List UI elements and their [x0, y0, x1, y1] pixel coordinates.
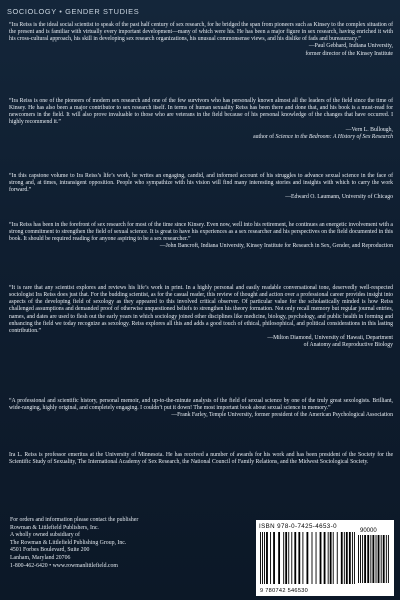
- barcode-bar: [302, 532, 303, 584]
- blurb-quote: “Ira Reiss has been in the forefront of sex research for most of the time since Kinsey. Even now, well into his retirement, he continues an energetic involvement with a strong commitment to strengthen the field of sexual science. It is great to have his experiences as a sex researcher and his perspectives on the field documented in this book. It should be required reading for anyone aspiring to be a sex researcher.”: [9, 222, 393, 243]
- barcode-bar: [285, 532, 287, 584]
- barcode-bar: [383, 535, 385, 583]
- price-addon-number: 90000: [360, 528, 377, 534]
- barcode-bar: [283, 532, 284, 584]
- order-line: For orders and information please contact the publisher: [10, 517, 139, 523]
- blurb-quote: “In this capstone volume to Ira Reiss’s life’s work, he writes an engaging, candid, and informed account of his struggles to advance sexual science in the face of strong and, at times, intransigent opposition. People who sympathize with his vision will find many interesting stories and insights with which to carry the work forward.”: [9, 173, 393, 194]
- blurb-quote: “A professional and scientific history, personal memoir, and up-to-the-minute analysis of the field of sexual science by one of the truly great sexologists. Brilliant, wide-ranging, highly original, and completely engaging. I couldn’t put it down! The most important book about sexual science in memory.”: [9, 398, 393, 412]
- publisher-phone-web: 1-800-462-6420 • www.rowmanlittlefield.com: [10, 562, 118, 569]
- barcode-bar: [358, 535, 359, 583]
- blurb-gebhard: [9, 22, 393, 58]
- barcode-bar: [378, 535, 380, 583]
- barcode-bar: [386, 535, 387, 583]
- barcode-number: 9 780742 546530: [260, 588, 309, 594]
- isbn-barcode: [260, 532, 356, 584]
- barcode-bar: [372, 535, 374, 583]
- blurb-attribution-affiliation: former director of the Kinsey Institute: [305, 50, 393, 57]
- barcode-bar: [294, 532, 296, 584]
- blurb-farley: [9, 398, 393, 419]
- publisher-name: Rowman & Littlefield Publishers, Inc.: [10, 524, 99, 531]
- barcode-bar: [328, 532, 329, 584]
- blurb-attribution-affiliation: of Anatomy and Reproductive Biology: [303, 342, 393, 349]
- category-label: SOCIOLOGY • GENDER STUDIES: [7, 7, 140, 16]
- barcode-bar: [266, 532, 268, 584]
- barcode-bar: [376, 535, 377, 583]
- blurb-bancroft: [9, 222, 393, 251]
- barcode-bar: [367, 535, 369, 583]
- barcode-bar: [306, 532, 308, 584]
- barcode-bar: [362, 535, 363, 583]
- attribution-prefix: author of: [253, 133, 276, 140]
- barcode-bar: [264, 532, 265, 584]
- barcode-bar: [354, 532, 355, 584]
- barcode-bar: [291, 532, 292, 584]
- blurb-attribution: —Milton Diamond, University of Hawaii, Department: [267, 335, 393, 342]
- blurb-bullough: [9, 98, 393, 141]
- barcode-bar: [360, 535, 361, 583]
- barcode-bar: [381, 535, 382, 583]
- blurb-attribution: —Vern L. Bullough,: [345, 126, 393, 133]
- addon-barcode: [358, 535, 390, 583]
- book-title: Science in the Bedroom: A History of Sex Research: [275, 133, 393, 140]
- author-bio: [9, 452, 393, 466]
- blurb-diamond: [9, 285, 393, 349]
- barcode-bar: [273, 532, 275, 584]
- publisher-group: The Rowman & Littlefield Publishing Group, Inc.: [10, 539, 127, 546]
- barcode-bar: [288, 532, 289, 584]
- blurb-attribution-affiliation: [9, 134, 393, 141]
- barcode-bar: [370, 535, 371, 583]
- barcode-bar: [316, 532, 317, 584]
- barcode-bar: [324, 532, 326, 584]
- barcode-bar: [388, 535, 389, 583]
- order-line: A wholly owned subsidiary of: [10, 532, 80, 539]
- barcode-bar: [278, 532, 280, 584]
- barcode-bar: [341, 532, 343, 584]
- blurb-attribution: —Paul Gebhard, Indiana University,: [308, 43, 393, 50]
- blurb-quote: “Ira Reiss is the ideal social scientist to speak of the past half century of sex research, for he bridged the span from pioneers such as Kinsey to the complex situation of the present and is familiar with virtually every important development—many of which were his. He has been a major figure in sex research, having enriched it with his cross-cultural approach, his skill in developing sex research organizations, his unusual commonsense views, and his dislike of fads and bureaucracy.”: [9, 22, 393, 43]
- barcode-bar: [337, 532, 338, 584]
- publisher-address: 4501 Forbes Boulevard, Suite 200: [10, 547, 90, 554]
- barcode-bar: [270, 532, 271, 584]
- publisher-contact: [10, 517, 240, 570]
- blurb-quote: “Ira Reiss is one of the pioneers of modern sex research and one of the few survivors who has personally known almost all the leaders of the field since the time of Kinsey. He has also been a major contributor to sex research itself. In terms of human sexuality Reiss has been there and done that, and his book is a must-read for newcomers in the field. It will also prove invaluable to those who are veterans in the field because of his personal knowledge of the changes that have occurred. I highly recommend it.”: [9, 98, 393, 126]
- blurb-attribution: —John Bancroft, Indiana University, Kinsey Institute for Research in Sex, Gender, and Reproduction: [159, 243, 393, 250]
- barcode-panel: [256, 520, 394, 596]
- publisher-city: Lanham, Maryland 20706: [10, 554, 71, 561]
- barcode-bar: [333, 532, 334, 584]
- blurb-laumann: [9, 173, 393, 202]
- barcode-bar: [349, 532, 351, 584]
- blurb-attribution: —Frank Farley, Temple University, former president of the American Psychological Association: [171, 412, 393, 419]
- blurb-attribution: —Edward O. Laumann, University of Chicago: [285, 194, 393, 201]
- barcode-bar: [346, 532, 348, 584]
- barcode-bar: [330, 532, 332, 584]
- barcode-bar: [260, 532, 261, 584]
- barcode-bar: [262, 532, 263, 584]
- barcode-bar: [344, 532, 345, 584]
- isbn-label: ISBN 978-0-7425-4653-0: [259, 523, 337, 530]
- barcode-bar: [312, 532, 313, 584]
- author-bio-text: Ira L. Reiss is professor emeritus at the University of Minnesota. He has received a number of awards for his work and has been president of the Society for the Scientific Study of Sexuality, The International Academy of Sex Research, the National Council of Family Relations, and the Midwest Sociological Society.: [9, 452, 393, 466]
- barcode-bar: [352, 532, 353, 584]
- barcode-bar: [364, 535, 366, 583]
- barcode-bar: [298, 532, 300, 584]
- blurb-quote: “It is rare that any scientist explores and reviews his life’s work in print. In a highly personal and easily readable conversational tone, deservedly well-respected sociologist Ira Reiss does just that. For the budding scientist, as for the casual reader, this review of thought and action over a professional career provides insight into aspects of the developing field of sexology as they appeared to this involved critical observer. Of particular value for the scholastically minded is how Reiss challenged assumptions and demanded proof of otherwise unquestioned beliefs to strengthen his theory formation. Not only recall memory but regular journal entries, names, and dates are used to flesh out the early years in which sociology joined other disciplines like medicine, biology, psychology, and public health in forming and enhancing the field we today recognize as sexology. Reiss explores all this and adds a good touch of ethical, philosophical, and political considerations in this lasting contribution.”: [9, 285, 393, 334]
- barcode-bar: [320, 532, 322, 584]
